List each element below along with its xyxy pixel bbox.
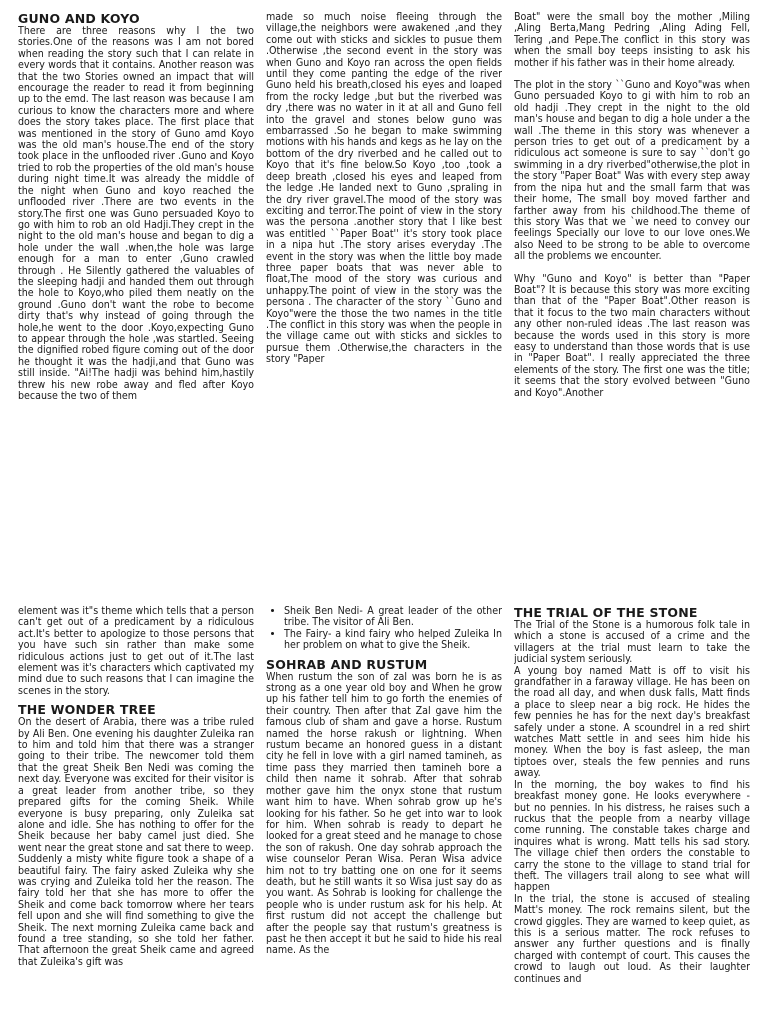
trial-court-paragraph: In the trial, the stone is accused of stealing Matt's money. The rock remains silent, but the crowd giggles. They are warned to keep quiet, as this is a serious matter. The rock refuses to answer any further questions and is finally charged with contempt of court. This causes the crowd to laugh out loud. As their laughter continues and [514,892,750,985]
trial-story-paragraph: A young boy named Matt is off to visit his grandfather in a faraway village. He has been on the road all day, and when dusk falls, Matt finds a place to sleep near a big rock. He hides the few pennies he has for the next day's breakfast safely under a stone. A scoundrel in a red shirt watches Matt settle in and sees him hide his money. When the boy is fast asleep, the man tiptoes over, steals the few pennies and runs away. [514,664,750,780]
bottom-column-2 [266,606,502,1024]
plot-theme-paragraph: The plot in the story ``Guno and Koyo"was when Guno persuaded Koyo to gi with him to rob an old hadji .They crept in the night to the old man's house and began to dig a hole under a the wall .The theme in this story was whenever a person tries to get out of a predicament by a ridiculous act someone is sure to say ``don't go swimming in a dry riverbed"otherwise,the plot in the story "Paper Boat" Was with every step away from the nipa hut and the small farm that was their home, The small boy moved farther and farther away from his childhood.The theme of this story Was that we `we need to convey our feelings Specially our love to our love ones.We also Need to be strong to be able to overcome all the problems we encounter. [514,79,750,263]
elements-paragraph: element was it"s theme which tells that a person can't get out of a predicament by a ridiculous act.It's better to apologize to those persons that you have such sin rather than make some ridiculous actions just to get out of it.The last element was it's characters which captivated my mind due to such reasons that I can imagine the scenes in the story. [18,606,254,697]
character-list [266,606,502,652]
wonder-tree-heading: THE WONDER TREE [18,702,156,718]
wonder-tree-paragraph: On the desert of Arabia, there was a tribe ruled by Ali Ben. One evening his daughter Zuleika ran to him and told him that there was a stranger going to their tribe. The newcomer told them that the great Sheik Ben Nedi was coming the next day. Everyone was excited for their visitor is a great leader from another tribe, so they prepared gifts for the coming Sheik. While everyone is busy preparing, only Zuleika sat alone and idle. She has nothing to offer for the Sheik because her baby camel just died. She went near the great stone and sat there to weep. Suddenly a misty white figure took a shape of a beautiful fairy. The fairy asked Zuleika why she was crying and Zuleika told her the reason. The fairy told her that she has more to offer the Sheik and come back tomorrow where her tears fell upon and she will find something to give the Sheik. The next morning Zuleika came back and found a tree standing, so she told her father. That afternoon the great Sheik came and agreed that Zuleika's gift was [18,716,254,968]
comparison-paragraph: Why "Guno and Koyo" is better than "Paper Boat"? It is because this story was more exciting than that of the "Paper Boat".Other reason is that it focus to the two main characters without any other non-ruled ideas .The last reason was because the words used in this story is more easy to understand than those words that is use in "Paper Boat". I really appreciated the three elements of the story. The first one was the title; it seems that the story evolved between "Guno and Koyo".Another [514,272,750,399]
sohrab-rustum-paragraph: When rustum the son of zal was born he is as strong as a one year old boy and When he grow up his father tell him to go forth the enemies of their country. Then after that Zal gave him the famous club of sham and gave a horse. Rustum named the horse rakush or lightning. When rustum became an honored guess in a distant city he fell in love with a girl named tamineh, as time pass they married then tamineh bore a child then name it sohrab. After that sohrab mother gave him the onyx stone that rustum want him to have. When sohrab grow up he's looking for his father. So he get into war to look for him. When sohrab is ready to depart he looked for a great steed and he manage to chose the son of rakush. One day sohrab approach the wise counselor Peran Wisa. Peran Wisa advice him not to try batting one on one for it seems death, but he still wants it so Wisa just say do as you want. As Sohrab is looking for challenge the people who is under rustum ask for his help. At first rustum did not accept the challenge but after the people say that rustum's greatness is past he then accept it but he said to hide his real name. As the [266,670,502,957]
trial-stone-heading: THE TRIAL OF THE STONE [514,606,698,620]
sohrab-rustum-heading: SOHRAB AND RUSTUM [266,656,428,672]
paper-boat-characters-paragraph: Boat" were the small boy the mother ,Miling ,Aling Berta,Mang Pedring ,Aling Ading Fell, Tering ,and Pepe.The conflict in this story was when the small boy teeps insisting to ask his mother if his father was in their home already. [514,12,750,69]
bottom-column-1 [18,606,254,1024]
list-item: • The Fairy- a kind fairy who helped Zuleika In her problem on what to give the Sheik. [284,629,502,652]
guno-koyo-continued-paragraph: made so much noise fleeing through the village,the neighbors were awakened ,and they come out with sticks and sickles to pusue them .Otherwise ,the second event in the story was when Guno and Koyo ran across the open fields until they come panting the edge of the river Guno held his breath,closed his eyes and loaped from the rocky ledge ,but but the riverbed was dry ,there was no water in it at all and Guno fell into the gravel and stones below guno was embarrassed .So he began to make swimming motions with his hands and kegs as he lay on the bottom of the dry riverbed and he called out to Koyo that it's fine below.So Koyo ,too ,took a deep breath ,closed his eyes and leaped from the ledge .He landed next to Guno ,spraling in the dry river gravel.The mood of the story was exciting and terror.The point of view in the story was the persona .another story that I like best was entitled ``Paper Boat'' it's story took place in a nipa hut .The story arises everyday .The event in the story was when the little boy made three paper boats that was never able to float,The mood of the story was curious and unhappy.The point of view in the story was the persona . The character of the story ``Guno and Koyo"were the those the two names in the title .The conflict in this story was when the people in the village came out with sticks and sickles to pursue them .Otherwise,the characters in the story "Paper [266,12,502,366]
top-column-3 [514,12,750,582]
guno-koyo-heading: GUNO AND KOYO [18,12,140,26]
guno-koyo-paragraph: There are three reasons why I the two stories.One of the reasons was I am not bored when reading the story such that I can relate in every words that it contains. Another reason was that the two Stories owned an impact that will encourage the reader to read it from beginning up to the emd. The last reason was because I am curious to know the characters more and where does the story takes place. The first place that was mentioned in the story of Guno amd Koyo was the old man's house.The end of the story took place in the unflooded river .Guno and Koyo tried to rob the properties of the old man's house during night time.It was already the middle of the night when Guno and koyo reached the unflooded river .There are two events in the story.The first one was Guno persuaded Koyo to go with him to rob an old Hadji.They crept in the night to the old man's house and began to dig a hole under the wall .when,the hole was large enough for a man to enter ,Guno crawled through . He Silently gathered the valuables of the sleeping hadji and handed them out through the hole to Koyo,who piled them neatly on the ground .Guno don't want the robe to become dirty that's why instead of going through the hole,he went to the door .Koyo,expecting Guno to appear through the hole ,was startled. Seeing the dignified robed figure coming out of the door he thought it was the hadji,and that Guno was still inside. "Ai!The hadji was behind him,hastily threw his new robe away and fled after Koyo because the two of them [18,25,254,402]
bottom-column-3 [514,606,750,1024]
list-item: • Sheik Ben Nedi- A great leader of the other tribe. The visitor of Ali Ben. [284,606,502,629]
top-column-2 [266,12,502,582]
top-column-1 [18,12,254,582]
trial-morning-paragraph: In the morning, the boy wakes to find his breakfast money gone. He looks everywhere - but no pennies. In his distress, he raises such a ruckus that the people from a nearby village come running. The constable takes charge and inquires what is wrong. Matt tells his sad story. The village chief then orders the constable to carry the stone to the village to stand trial for theft. The villagers trail along to see what will happen [514,778,750,894]
trial-intro-paragraph: The Trial of the Stone is a humorous folk tale in which a stone is accused of a crime and the villagers at the trial must learn to take the judicial system seriously. [514,619,750,666]
